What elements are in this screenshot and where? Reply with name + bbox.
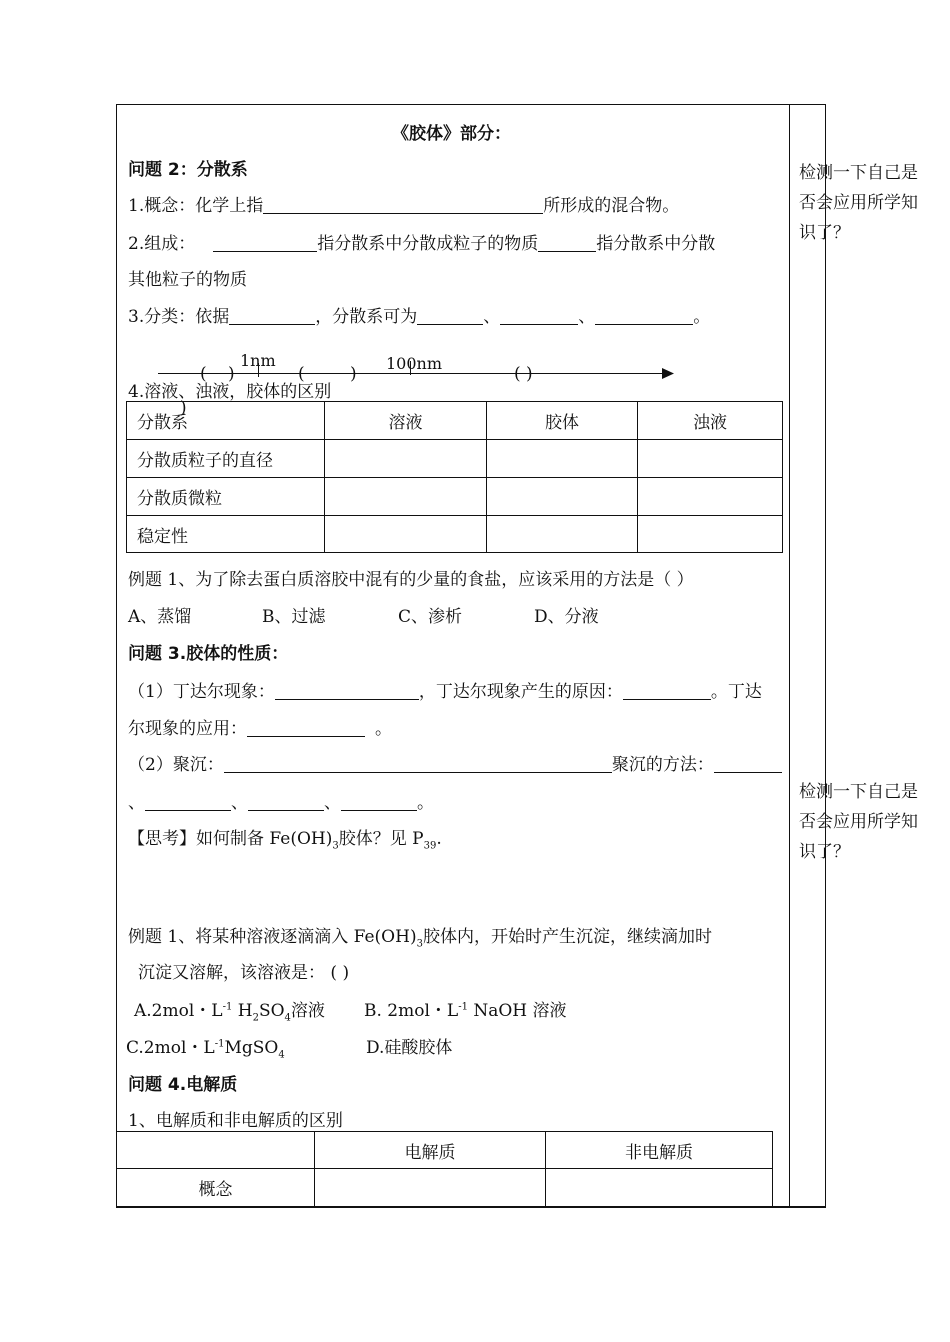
paren-right: ( ) — [514, 364, 533, 384]
think-mid: 胶体？见 P — [338, 829, 424, 849]
header-cell: 胶体 — [487, 402, 638, 440]
header-cell — [117, 1132, 315, 1169]
ex2-option-c[interactable] — [126, 1033, 285, 1060]
tyndall-line2-label: 尔现象的应用： — [128, 719, 247, 739]
answer-cell[interactable] — [638, 516, 783, 553]
coag-prefix: （2）聚沉： — [128, 755, 224, 775]
answer-cell[interactable] — [325, 478, 487, 516]
answer-cell[interactable] — [638, 440, 783, 478]
sep2: 、 — [578, 307, 596, 327]
tyndall-line2 — [128, 714, 392, 739]
method1-blank[interactable] — [145, 793, 231, 811]
table-row — [127, 402, 783, 440]
type3-blank[interactable] — [595, 307, 693, 325]
ex2-suffix: 胶体内，开始时产生沉淀，继续滴加时 — [422, 927, 712, 947]
answer-cell[interactable] — [638, 478, 783, 516]
example2-line2: 沉淀又溶解，该溶液是： ( ) — [138, 963, 350, 983]
q2-heading: 问题 2：分散系 — [128, 160, 248, 180]
ex2-b-sup: -1 — [458, 1001, 468, 1013]
label-1nm: 1nm — [240, 351, 276, 370]
ex2-a-sup: -1 — [222, 1001, 233, 1013]
coag-mid: 聚沉的方法： — [611, 755, 714, 775]
tyndall-prefix: （1）丁达尔现象： — [128, 682, 275, 702]
think-sub: 3 — [332, 840, 339, 852]
coag-method-blank[interactable] — [714, 755, 782, 773]
table-row — [127, 516, 783, 553]
row-label: 分散质粒子的直径 — [127, 440, 325, 478]
paren-left-close-2: ) — [180, 398, 187, 418]
example2-line1 — [128, 922, 712, 949]
composition-line2: 其他粒子的物质 — [128, 270, 247, 290]
ex2-c-sup: -1 — [214, 1038, 225, 1050]
answer-cell[interactable] — [487, 440, 638, 478]
paren-mid-open: ( — [298, 364, 305, 384]
option-c[interactable]: C、渗析 — [398, 607, 463, 627]
concept-blank[interactable] — [263, 196, 543, 214]
answer-cell[interactable] — [487, 478, 638, 516]
q4-sub: 1、电解质和非电解质的区别 — [128, 1111, 343, 1131]
ex2-prefix: 例题 1、将某种溶液逐滴滴入 Fe(OH) — [128, 927, 417, 947]
concept-prefix: 1.概念：化学上指 — [128, 196, 264, 216]
q3-heading: 问题 3.胶体的性质： — [128, 644, 289, 664]
ex2-c-mid: MgSO — [224, 1038, 279, 1058]
row-label: 稳定性 — [127, 516, 325, 553]
answer-cell[interactable] — [325, 440, 487, 478]
header-cell: 非电解质 — [546, 1132, 773, 1169]
ex2-option-a[interactable] — [134, 996, 325, 1023]
page-title: 《胶体》部分： — [392, 124, 511, 144]
answer-cell[interactable] — [315, 1169, 546, 1207]
header-cell: 分散系 — [127, 402, 325, 440]
coag-end: 。 — [417, 793, 434, 813]
type1-blank[interactable] — [417, 307, 483, 325]
label-100nm: 100nm — [386, 354, 443, 373]
header-cell: 电解质 — [315, 1132, 546, 1169]
q2-class-line — [128, 302, 710, 327]
diff-heading: 4.溶液、浊液，胶体的区别 — [128, 382, 332, 402]
think-page: 39 — [423, 840, 437, 852]
answer-cell[interactable] — [487, 516, 638, 553]
think-end: . — [436, 829, 442, 849]
ex2-a-pre: A.2mol・L — [134, 1001, 223, 1021]
paren-left-close: ) — [228, 364, 235, 384]
concept-suffix: 所形成的混合物。 — [543, 196, 680, 216]
table-row — [127, 440, 783, 478]
tyndall-mid: ，丁达尔现象产生的原因： — [418, 682, 623, 702]
electrolyte-table — [116, 1131, 773, 1207]
coag-blank[interactable] — [224, 755, 612, 773]
row-label: 概念 — [117, 1169, 315, 1207]
think-line — [128, 824, 442, 851]
medium-blank[interactable] — [538, 234, 596, 252]
q2-concept-line — [128, 191, 679, 216]
class-end: 。 — [693, 307, 711, 327]
coag-sep3: 、 — [324, 793, 341, 813]
ex2-a-sub2: 4 — [284, 1012, 291, 1024]
tyndall-blank[interactable] — [275, 682, 419, 700]
ex2-sub: 3 — [416, 938, 423, 950]
frame-right — [825, 104, 826, 1208]
tyndall-line2-end: 。 — [375, 719, 392, 739]
answer-cell[interactable] — [546, 1169, 773, 1207]
ex2-a-so: SO — [258, 1001, 285, 1021]
header-cell: 浊液 — [638, 402, 783, 440]
paren-mid-close: ) — [350, 364, 357, 384]
composition-suffix: 指分散系中分散 — [596, 234, 716, 254]
tyndall-cause-blank[interactable] — [623, 682, 711, 700]
option-b[interactable]: B、过滤 — [262, 607, 326, 627]
ex2-b-pre: B. 2mol・L — [364, 1001, 459, 1021]
table-row — [117, 1169, 773, 1207]
basis-blank[interactable] — [229, 307, 315, 325]
ex2-option-d[interactable]: D.硅酸胶体 — [366, 1038, 453, 1058]
row-label: 分散质微粒 — [127, 478, 325, 516]
tyndall-end: 。丁达 — [710, 682, 762, 702]
ex2-b-end: NaOH 溶液 — [467, 1001, 567, 1021]
header-cell: 溶液 — [325, 402, 487, 440]
side-note-1: 检测一下自己是否会应用所学知识了？ — [799, 163, 918, 243]
sep1: 、 — [483, 307, 501, 327]
tyndall-line — [128, 677, 762, 702]
axis-arrowhead — [662, 368, 674, 379]
tyndall-use-blank[interactable] — [247, 719, 365, 737]
ex2-option-b[interactable] — [364, 996, 567, 1021]
frame-left — [116, 104, 117, 1208]
option-a[interactable]: A、蒸馏 — [128, 607, 192, 627]
method2-blank[interactable] — [248, 793, 324, 811]
example1-question: 例题 1、为了除去蛋白质溶胶中混有的少量的食盐，应该采用的方法是（ ） — [128, 570, 694, 590]
ex2-a-mid: H — [232, 1001, 253, 1021]
class-prefix: 3.分类：依据 — [128, 307, 230, 327]
table-row — [127, 478, 783, 516]
method3-blank[interactable] — [341, 793, 417, 811]
type2-blank[interactable] — [500, 307, 578, 325]
coag-line — [128, 750, 782, 775]
dispersed-blank[interactable] — [213, 234, 317, 252]
side-note-2: 检测一下自己是否会应用所学知识了？ — [799, 782, 918, 862]
coag-line2 — [128, 788, 434, 813]
think-prefix: 【思考】如何制备 Fe(OH) — [128, 829, 333, 849]
frame-top — [116, 104, 826, 105]
ex2-c-pre: C.2mol・L — [126, 1038, 215, 1058]
composition-mid: 指分散系中分散成粒子的物质 — [317, 234, 539, 254]
answer-cell[interactable] — [325, 516, 487, 553]
coag-sep1: 、 — [128, 793, 145, 813]
class-mid: ，分散系可为 — [315, 307, 418, 327]
q4-heading: 问题 4.电解质 — [128, 1075, 238, 1095]
composition-prefix: 2.组成： — [128, 234, 196, 254]
dispersion-table — [126, 401, 783, 553]
ex2-a-sub1: 2 — [252, 1012, 259, 1024]
frame-divider — [789, 104, 790, 1208]
table-row — [117, 1132, 773, 1169]
ex2-c-sub: 4 — [278, 1049, 285, 1061]
option-d[interactable]: D、分液 — [534, 607, 599, 627]
q2-composition-line — [128, 229, 715, 254]
coag-sep2: 、 — [231, 793, 248, 813]
paren-left-open: ( — [200, 364, 207, 384]
ex2-a-end: 溶液 — [290, 1001, 325, 1021]
